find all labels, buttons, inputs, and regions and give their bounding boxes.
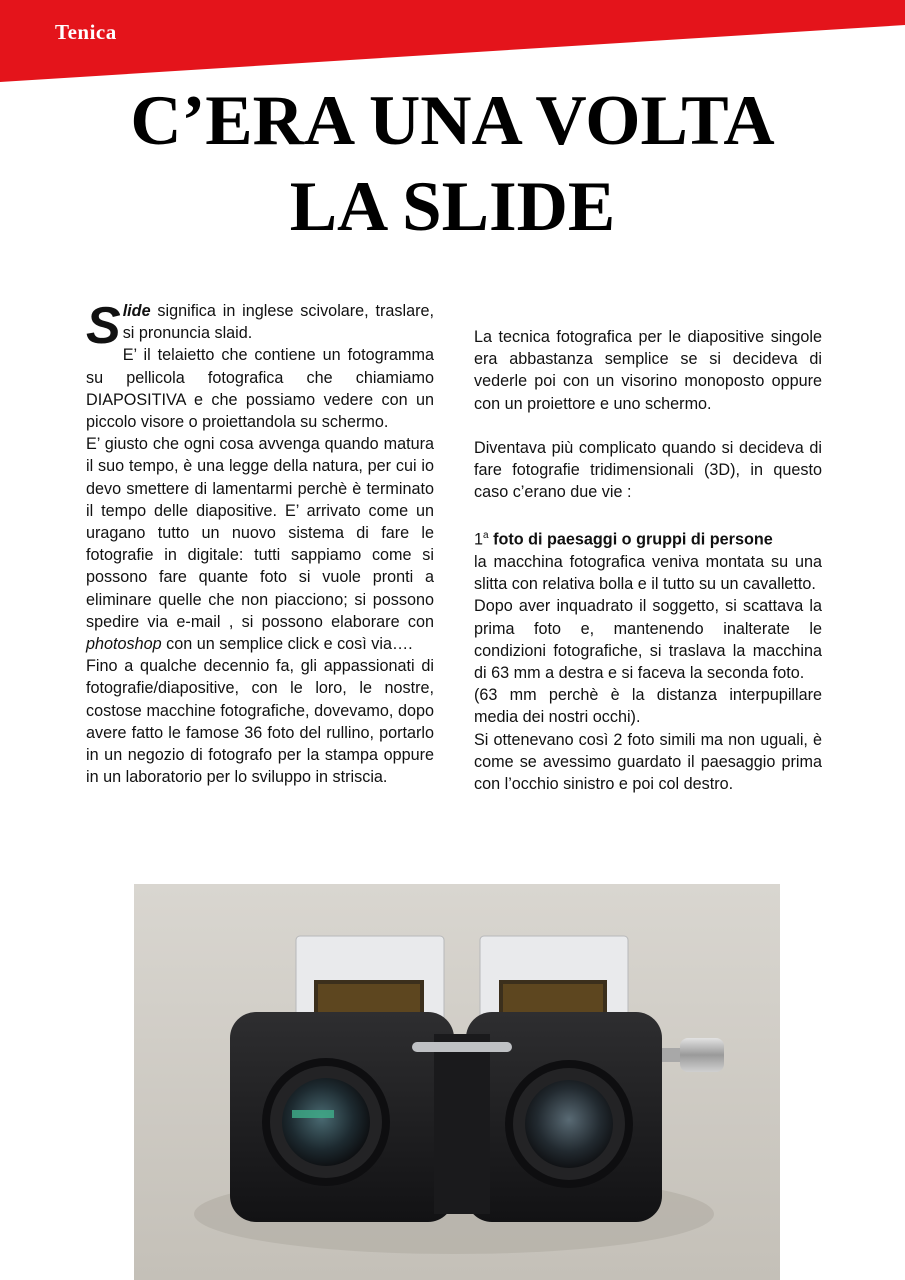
right-column bbox=[474, 326, 822, 795]
lead-word: lide bbox=[122, 302, 151, 320]
photoshop-term: photoshop bbox=[86, 635, 162, 654]
stereo-viewer-photo bbox=[134, 884, 780, 1280]
paragraph-distance: (63 mm perchè è la distanza interpupillare media dei nostri occhi). bbox=[474, 686, 822, 727]
paragraph-digital-text: E’ giusto che ogni cosa avvenga quando matura il suo tempo, è una legge della natura, per cui io devo smettere di lamentarmi perchè è terminato il tempo delle diapositive. E’ arrivato come un uragano tutto un nuovo sistema di fare le fotografie in digitale: tutti sappiamo come si possono fare quante foto si vuole pronti a eliminare quelle che non piacciono; si possono spedire via e-mail , si possono elaborare con bbox=[86, 435, 434, 631]
paragraph-definition: E’ il telaietto che contiene un fotogramma su pellicola fotografica che chiamiamo DIAPOSITIVA e che possiamo vedere con un piccolo visore o proiettandola su schermo. bbox=[86, 346, 434, 432]
paragraph-digital bbox=[86, 433, 434, 655]
paragraph-result: Si ottenevano così 2 foto simili ma non uguali, è come se avessimo guardato il paesaggio prima con l’occhio sinistro e poi col destro. bbox=[474, 730, 822, 794]
intro-paragraph bbox=[86, 297, 434, 355]
subheading bbox=[474, 525, 822, 551]
paragraph-digital-end: con un semplice click e così via…. bbox=[161, 635, 413, 654]
intro-text: significa in inglese scivolare, traslare, si pronuncia slaid. bbox=[122, 302, 434, 343]
title-line-2: LA SLIDE bbox=[289, 168, 616, 246]
subheading-text: foto di paesaggi o gruppi di persone bbox=[488, 530, 773, 549]
left-column bbox=[86, 297, 434, 788]
paragraph-procedure: Dopo aver inquadrato il soggetto, si scattava la prima foto e, mantenendo inalterate le condizioni fotografiche, si traslava la macchina di 63 mm a destra e si faceva la seconda foto. bbox=[474, 597, 822, 683]
red-header-banner bbox=[0, 0, 905, 90]
paragraph-history: Fino a qualche decennio fa, gli appassionati di fotografie/diapositive, con le loro, le nostre, costose macchine fotografiche, dovevamo, dopo avere fatto le famose 36 foto del rullino, portarlo in un negozio di fotografo per la stampa oppure in un laboratorio per lo sviluppo in striscia. bbox=[86, 657, 434, 787]
section-label: Tenica bbox=[55, 20, 117, 44]
paragraph-technique: La tecnica fotografica per le diapositive singole era abbastanza semplice se si decideva di vederle poi con un visorino monoposto oppure con un proiettore e uno schermo. bbox=[474, 328, 822, 413]
article-title bbox=[0, 78, 905, 250]
drop-cap: S bbox=[86, 297, 121, 355]
paragraph-3d: Diventava più complicato quando si decideva di fare fotografie tridimensionali (3D), in questo caso c’erano due vie : bbox=[474, 438, 822, 502]
title-line-1: C’ERA UNA VOLTA bbox=[130, 82, 775, 160]
subheading-number: 1 bbox=[474, 530, 484, 549]
subheading-superscript: a bbox=[483, 530, 489, 542]
paragraph-tripod: la macchina fotografica veniva montata su una slitta con relativa bolla e il tutto su un cavalletto. bbox=[474, 553, 822, 594]
